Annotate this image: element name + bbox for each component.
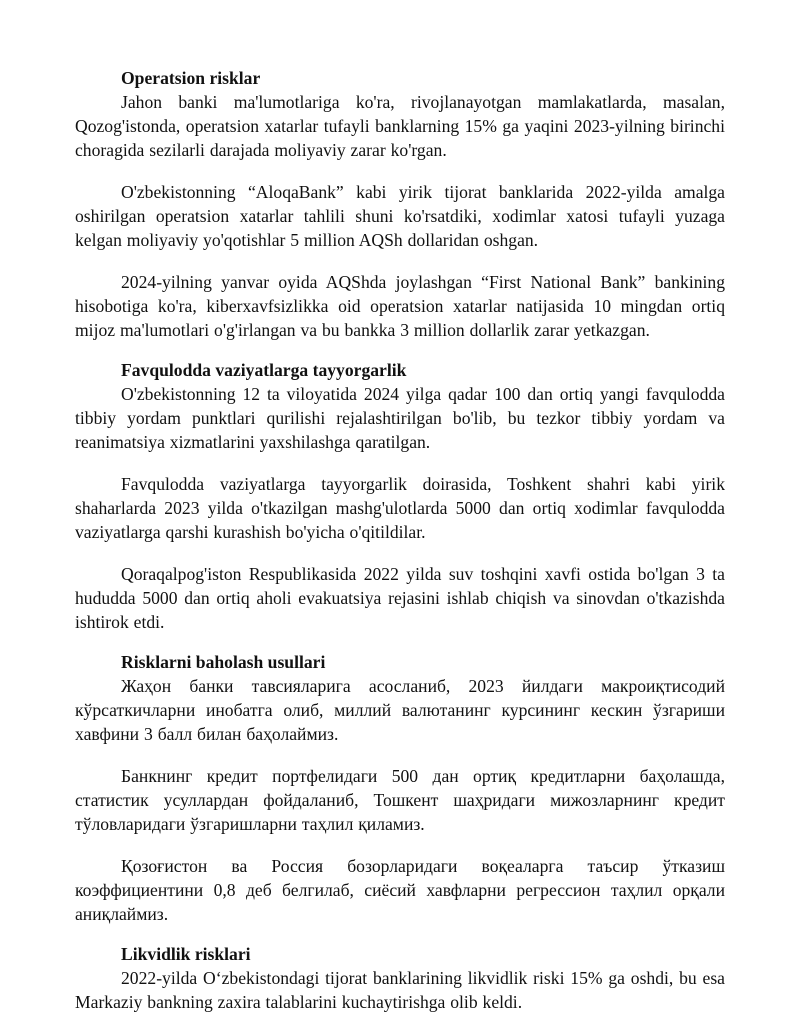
paragraph: Favqulodda vaziyatlarga tayyorgarlik doirasida, Toshkent shahri kabi yirik shaharlarda 2023 yilda o'tkazilgan mashg'ulotlarda 5000 dan ortiq xodimlar favqulodda vaziyatlarga qarshi kurashish bo'yicha o'qitildilar. — [75, 474, 725, 542]
section-heading-operational-risks: Operatsion risklar — [121, 68, 261, 88]
paragraph: 2022-yilda O‘zbekistondagi tijorat banklarining likvidlik riski 15% ga oshdi, bu esa Markaziy bankning zaxira talablarini kuchaytirishga olib keldi. — [75, 968, 725, 1012]
section-heading-risk-assessment-methods: Risklarni baholash usullari — [121, 652, 326, 672]
paragraph: Jahon banki ma'lumotlariga ko'ra, rivojlanayotgan mamlakatlarda, masalan, Qozog'istonda, operatsion xatarlar tufayli banklarning 15% ga yaqini 2023-yilning birinchi choragida sezilarli darajada moliyaviy zarar ko'rgan. — [75, 92, 725, 160]
section-heading-liquidity-risks: Likvidlik risklari — [121, 944, 251, 964]
paragraph: O'zbekistonning 12 ta viloyatida 2024 yilga qadar 100 dan ortiq yangi favqulodda tibbiy yordam punktlari qurilishi rejalashtirilgan bo'lib, bu tezkor tibbiy yordam va reanimatsiya xizmatlarini yaxshilashga qaratilgan. — [75, 384, 725, 452]
paragraph: O'zbekistonning “AloqaBank” kabi yirik tijorat banklarida 2022-yilda amalga oshirilgan operatsion xatarlar tahlili shuni ko'rsatdiki, xodimlar xatosi tufayli yuzaga kelgan moliyaviy yo'qotishlar 5 million AQSh dollaridan oshgan. — [75, 182, 725, 250]
paragraph: Qoraqalpog'iston Respublikasida 2022 yilda suv toshqini xavfi ostida bo'lgan 3 ta hududda 5000 dan ortiq aholi evakuatsiya rejasini ishlab chiqish va sinovdan o'tkazishda ishtirok etdi. — [75, 564, 725, 632]
section-heading-emergency-preparedness: Favqulodda vaziyatlarga tayyorgarlik — [121, 360, 407, 380]
paragraph: Банкнинг кредит портфелидаги 500 дан ортиқ кредитларни баҳолашда, статистик усуллардан фойдаланиб, Тошкент шаҳридаги мижозларнинг кредит тўловларидаги ўзгаришларни таҳлил қиламиз. — [75, 766, 725, 834]
paragraph: 2024-yilning yanvar oyida AQShda joylashgan “First National Bank” bankining hisobotiga ko'ra, kiberxavfsizlikka oid operatsion xatarlar natijasida 10 mingdan ortiq mijoz ma'lumotlari o'g'irlangan va bu bankka 3 million dollarlik zarar yetkazgan. — [75, 272, 725, 340]
paragraph: Қозоғистон ва Россия бозорларидаги воқеаларга таъсир ўтказиш коэффициентини 0,8 деб белгилаб, сиёсий хавфларни регрессион таҳлил орқали аниқлаймиз. — [75, 856, 725, 924]
paragraph: Жаҳон банки тавсияларига асосланиб, 2023 йилдаги макроиқтисодий кўрсаткичларни инобатга олиб, миллий валютанинг курсининг кескин ўзгариши хавфини 3 балл билан баҳолаймиз. — [75, 676, 725, 744]
